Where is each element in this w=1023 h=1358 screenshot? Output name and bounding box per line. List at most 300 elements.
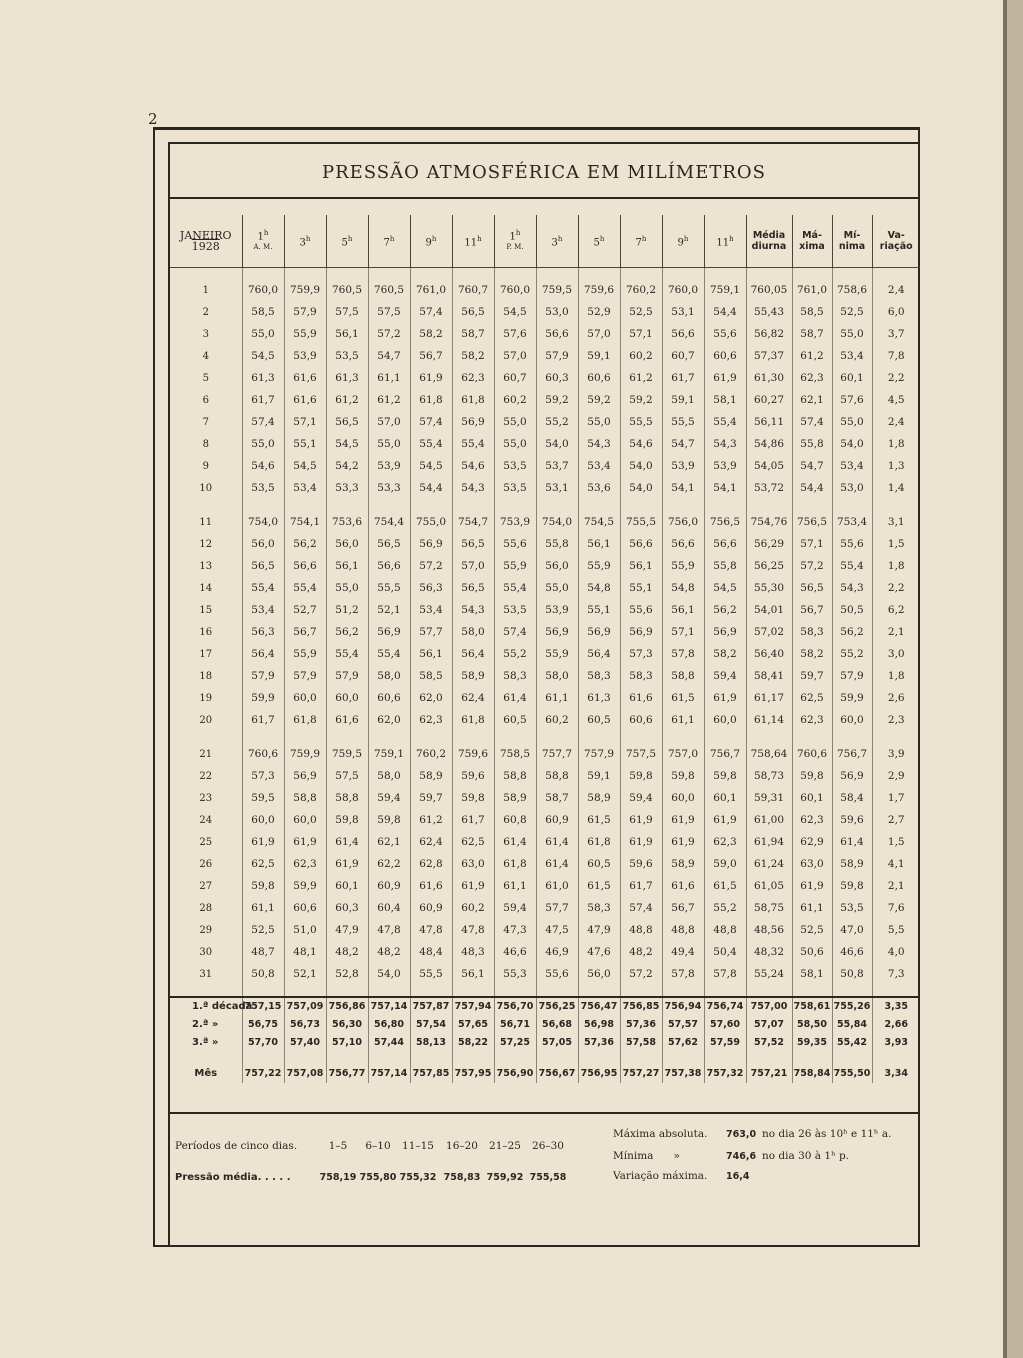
pressure-cell: 756,7: [704, 743, 746, 765]
pressure-cell: 50,5: [832, 599, 872, 621]
pressure-cell: 57,9: [832, 665, 872, 687]
pressure-cell: 54,5: [284, 455, 326, 477]
summary-cell: 59,35: [792, 1033, 832, 1051]
day-number: 17: [199, 648, 213, 660]
day-row: [170, 279, 920, 301]
pressure-cell: 1,8: [872, 555, 920, 577]
pressure-cell: 61,7: [620, 875, 662, 897]
hour-value: 1: [509, 231, 516, 243]
pressure-cell: 54,0: [536, 433, 578, 455]
pressure-cell: 60,1: [326, 875, 368, 897]
pressure-cell: 55,9: [284, 323, 326, 345]
summary-cell: 756,74: [704, 997, 746, 1015]
pressure-cell: 56,5: [452, 301, 494, 323]
summary-cell: 57,52: [746, 1033, 792, 1051]
pressure-cell: 61,6: [662, 875, 704, 897]
month-label: JANEIRO: [179, 228, 232, 242]
pressure-cell: 1,8: [872, 665, 920, 687]
pressure-cell: 60,2: [494, 389, 536, 411]
pressure-cell: 760,2: [620, 279, 662, 301]
summary-cell: 3,35: [872, 997, 920, 1015]
day-row: [170, 455, 920, 477]
pressure-cell: 62,3: [792, 367, 832, 389]
pressure-cell: 56,4: [578, 643, 620, 665]
pressure-cell: 758,64: [746, 743, 792, 765]
page-title: PRESSÃO ATMOSFÉRICA EM MILÍMETROS: [321, 162, 767, 183]
summary-cell: 757,00: [746, 997, 792, 1015]
pressure-cell: 61,2: [326, 389, 368, 411]
hour-header: [704, 215, 746, 267]
pressure-cell: 60,2: [536, 709, 578, 731]
pressure-cell: 61,7: [242, 709, 284, 731]
pressure-cell: 57,1: [792, 533, 832, 555]
pressure-cell: 5,5: [872, 919, 920, 941]
pressure-cell: 57,5: [368, 301, 410, 323]
day-row: [170, 787, 920, 809]
pressure-cell: 54,3: [452, 477, 494, 499]
pressure-cell: 61,9: [792, 875, 832, 897]
pressure-cell: 2,6: [872, 687, 920, 709]
pressure-cell: 3,1: [872, 511, 920, 533]
pressure-cell: 6,2: [872, 599, 920, 621]
day-number: 27: [199, 880, 213, 892]
pressure-cell: 56,29: [746, 533, 792, 555]
pressure-cell: 754,0: [242, 511, 284, 533]
pressure-cell: 61,5: [578, 809, 620, 831]
pressure-cell: 58,8: [536, 765, 578, 787]
spacer-cell: [746, 985, 792, 997]
pressure-cell: 61,1: [792, 897, 832, 919]
page-edge: [1003, 0, 1023, 1358]
pressure-cell: 56,1: [662, 599, 704, 621]
pressure-cell: 60,1: [792, 787, 832, 809]
pressure-cell: 60,6: [620, 709, 662, 731]
pressure-cell: 61,9: [662, 831, 704, 853]
summary-cell: 55,84: [832, 1015, 872, 1033]
pressure-cell: 55,9: [536, 643, 578, 665]
pressure-cell: 2,2: [872, 577, 920, 599]
day-number: 21: [199, 748, 213, 760]
day-number: 23: [199, 792, 213, 804]
hour-unit: h: [389, 234, 395, 243]
pressure-cell: 57,9: [284, 301, 326, 323]
summary-cell: 756,47: [578, 997, 620, 1015]
pressure-cell: 53,1: [662, 301, 704, 323]
pressure-cell: 52,5: [832, 301, 872, 323]
summary-cell: 757,08: [284, 1057, 326, 1083]
pressure-cell: 58,3: [494, 665, 536, 687]
pressure-cell: 60,8: [494, 809, 536, 831]
spacer-cell: [620, 499, 662, 511]
pressure-cell: 54,4: [792, 477, 832, 499]
pressure-cell: 55,0: [494, 433, 536, 455]
pressure-cell: 56,6: [662, 533, 704, 555]
pressure-cell: 57,9: [536, 345, 578, 367]
pressure-cell: 3,0: [872, 643, 920, 665]
hour-header: [284, 215, 326, 267]
summary-cell: 756,95: [578, 1057, 620, 1083]
month-summary-row: [170, 1057, 920, 1083]
pressure-cell: 58,7: [452, 323, 494, 345]
pressure-cell: 48,8: [704, 919, 746, 941]
day-row: [170, 411, 920, 433]
day-row: [170, 941, 920, 963]
pressure-cell: 58,2: [704, 643, 746, 665]
pressure-cell: 56,1: [620, 555, 662, 577]
day-row: [170, 345, 920, 367]
pressure-cell: 56,11: [746, 411, 792, 433]
day-row: [170, 367, 920, 389]
spacer-cell: [746, 499, 792, 511]
pressure-cell: 4,1: [872, 853, 920, 875]
pressure-cell: 57,7: [410, 621, 452, 643]
pressure-cell: 56,6: [704, 533, 746, 555]
pressure-cell: 54,5: [326, 433, 368, 455]
variation-header-line: riação: [879, 240, 913, 252]
pressure-cell: 60,7: [494, 367, 536, 389]
pressure-cell: 61,6: [620, 687, 662, 709]
day-row: [170, 643, 920, 665]
pressure-cell: 59,2: [620, 389, 662, 411]
summary-cell: 57,65: [452, 1015, 494, 1033]
pressure-cell: 7,6: [872, 897, 920, 919]
pressure-cell: 53,3: [368, 477, 410, 499]
pressure-cell: 61,9: [620, 831, 662, 853]
pressure-cell: 58,3: [578, 665, 620, 687]
spacer-cell: [872, 985, 920, 997]
mean-header-line: diurna: [751, 240, 787, 252]
pressure-cell: 57,4: [242, 411, 284, 433]
summary-cell: 756,94: [662, 997, 704, 1015]
pressure-cell: 48,3: [452, 941, 494, 963]
day-row: [170, 555, 920, 577]
hour-value: 1: [257, 231, 264, 243]
day-row: [170, 389, 920, 411]
summary-cell: 58,22: [452, 1033, 494, 1051]
pressure-cell: 58,9: [578, 787, 620, 809]
pressure-cell: 59,6: [832, 809, 872, 831]
hour-unit: h: [477, 234, 482, 243]
pressure-cell: 59,0: [704, 853, 746, 875]
pressure-cell: 61,6: [326, 709, 368, 731]
period-pressure: 755,58: [529, 1172, 567, 1183]
pressure-cell: 61,30: [746, 367, 792, 389]
spacer-cell: [704, 731, 746, 743]
pressure-cell: 61,6: [410, 875, 452, 897]
pressure-cell: 61,2: [792, 345, 832, 367]
pressure-cell: 61,1: [242, 897, 284, 919]
pressure-cell: 2,4: [872, 411, 920, 433]
pressure-cell: 759,1: [368, 743, 410, 765]
pressure-cell: 61,3: [578, 687, 620, 709]
hour-header: [242, 215, 284, 267]
pressure-cell: 54,5: [242, 345, 284, 367]
var-value: 16,4: [726, 1171, 750, 1182]
max-header-line: Má-: [802, 229, 822, 241]
pressure-cell: 760,05: [746, 279, 792, 301]
pressure-cell: 1,3: [872, 455, 920, 477]
pressure-cell: 55,1: [620, 577, 662, 599]
pressure-cell: 60,6: [368, 687, 410, 709]
header-row: [170, 215, 920, 267]
pressure-cell: 2,9: [872, 765, 920, 787]
hour-unit: h: [557, 234, 563, 243]
summary-cell: 57,60: [704, 1015, 746, 1033]
pressure-cell: 59,4: [368, 787, 410, 809]
page-number: 2: [148, 110, 158, 128]
pressure-cell: 47,3: [494, 919, 536, 941]
pressure-cell: 2,2: [872, 367, 920, 389]
pressure-cell: 4,5: [872, 389, 920, 411]
pressure-cell: 55,43: [746, 301, 792, 323]
spacer-cell: [792, 731, 832, 743]
pressure-cell: 61,8: [452, 709, 494, 731]
day-row: [170, 919, 920, 941]
pressure-cell: 57,1: [620, 323, 662, 345]
pressure-cell: 54,0: [368, 963, 410, 985]
pressure-cell: 55,30: [746, 577, 792, 599]
pressure-cell: 47,8: [368, 919, 410, 941]
pressure-cell: 61,2: [620, 367, 662, 389]
period-range: 11–15: [402, 1140, 434, 1152]
pressure-cell: 48,1: [284, 941, 326, 963]
hour-unit: h: [263, 229, 269, 238]
hour-unit: h: [599, 234, 605, 243]
spacer-cell: [368, 731, 410, 743]
day-row: [170, 875, 920, 897]
pressure-cell: 48,32: [746, 941, 792, 963]
pressure-cell: 62,5: [452, 831, 494, 853]
pressure-cell: 755,0: [410, 511, 452, 533]
period-pressure: 758,19: [319, 1172, 357, 1183]
pressure-cell: 59,8: [368, 809, 410, 831]
summary-cell: 757,94: [452, 997, 494, 1015]
pressure-cell: 47,9: [326, 919, 368, 941]
day-row: [170, 963, 920, 985]
pressure-cell: 55,4: [284, 577, 326, 599]
pressure-cell: 58,2: [792, 643, 832, 665]
day-row: [170, 477, 920, 499]
pressure-cell: 61,9: [410, 367, 452, 389]
hour-unit: h: [683, 234, 689, 243]
day-number: 6: [202, 394, 209, 406]
summary-cell: 57,07: [746, 1015, 792, 1033]
pressure-cell: 55,8: [792, 433, 832, 455]
pressure-cell: 56,9: [620, 621, 662, 643]
pressure-cell: 60,0: [242, 809, 284, 831]
pressure-cell: 54,2: [326, 455, 368, 477]
spacer-row: [170, 985, 920, 997]
pressure-cell: 54,5: [704, 577, 746, 599]
pressure-cell: 56,1: [326, 323, 368, 345]
pressure-cell: 56,40: [746, 643, 792, 665]
pressure-cell: 54,8: [578, 577, 620, 599]
pressure-cell: 58,0: [536, 665, 578, 687]
pressure-cell: 62,1: [792, 389, 832, 411]
pressure-cell: 753,4: [832, 511, 872, 533]
summary-cell: 57,40: [284, 1033, 326, 1051]
pressure-cell: 760,0: [494, 279, 536, 301]
pressure-cell: 59,8: [242, 875, 284, 897]
pressure-cell: 60,3: [326, 897, 368, 919]
pressure-cell: 4,0: [872, 941, 920, 963]
pressure-cell: 47,5: [536, 919, 578, 941]
pressure-cell: 57,4: [494, 621, 536, 643]
pressure-cell: 57,1: [284, 411, 326, 433]
pressure-cell: 48,7: [242, 941, 284, 963]
pressure-cell: 55,5: [662, 411, 704, 433]
day-number: 1: [202, 284, 209, 296]
summary-cell: 56,75: [242, 1015, 284, 1033]
day-row: [170, 323, 920, 345]
pressure-cell: 56,5: [452, 577, 494, 599]
pressure-cell: 61,6: [284, 367, 326, 389]
mean-header: [746, 215, 792, 267]
spacer-cell: [662, 731, 704, 743]
pressure-cell: 61,4: [326, 831, 368, 853]
pressure-cell: 58,9: [410, 765, 452, 787]
pressure-cell: 53,5: [832, 897, 872, 919]
pressure-label: Pressão média. . . . .: [175, 1172, 291, 1183]
pressure-cell: 56,1: [452, 963, 494, 985]
pressure-cell: 60,0: [284, 687, 326, 709]
pressure-cell: 61,17: [746, 687, 792, 709]
spacer-cell: [536, 499, 578, 511]
pressure-cell: 46,9: [536, 941, 578, 963]
pressure-cell: 61,6: [284, 389, 326, 411]
day-row: [170, 665, 920, 687]
pressure-cell: 52,5: [620, 301, 662, 323]
pressure-cell: 59,8: [832, 875, 872, 897]
summary-cell: 758,84: [792, 1057, 832, 1083]
pressure-cell: 47,6: [578, 941, 620, 963]
spacer-cell: [170, 985, 242, 997]
day-row: [170, 687, 920, 709]
pressure-cell: 58,7: [792, 323, 832, 345]
pressure-cell: 50,8: [832, 963, 872, 985]
pressure-cell: 55,4: [326, 643, 368, 665]
spacer-cell: [170, 499, 242, 511]
pressure-cell: 62,1: [368, 831, 410, 853]
summary-cell: 757,87: [410, 997, 452, 1015]
pressure-cell: 58,41: [746, 665, 792, 687]
hour-unit: h: [347, 234, 353, 243]
summary-cell: 57,62: [662, 1033, 704, 1051]
var-label: Variação máxima.: [613, 1170, 708, 1182]
period-pressure: 758,83: [443, 1172, 481, 1183]
summary-cell: 56,71: [494, 1015, 536, 1033]
pressure-cell: 53,6: [578, 477, 620, 499]
pressure-cell: 60,1: [704, 787, 746, 809]
min-header: [832, 215, 872, 267]
pressure-cell: 59,8: [704, 765, 746, 787]
pressure-cell: 57,0: [368, 411, 410, 433]
spacer-cell: [368, 267, 410, 279]
variation-header-line: Va-: [887, 229, 905, 241]
mean-header-line: Média: [752, 229, 786, 241]
pressure-cell: 757,0: [662, 743, 704, 765]
pressure-cell: 56,2: [326, 621, 368, 643]
pressure-cell: 59,8: [452, 787, 494, 809]
pressure-cell: 759,5: [536, 279, 578, 301]
summary-cell: 58,50: [792, 1015, 832, 1033]
pressure-cell: 7,8: [872, 345, 920, 367]
pressure-cell: 58,9: [494, 787, 536, 809]
spacer-cell: [494, 985, 536, 997]
hour-value: 3: [551, 236, 558, 248]
pressure-cell: 56,2: [704, 599, 746, 621]
pressure-cell: 57,6: [494, 323, 536, 345]
pressure-cell: 55,4: [494, 577, 536, 599]
pressure-cell: 53,4: [284, 477, 326, 499]
pressure-cell: 61,05: [746, 875, 792, 897]
period-range: 26–30: [532, 1140, 564, 1152]
pressure-cell: 756,7: [832, 743, 872, 765]
summary-cell: 757,38: [662, 1057, 704, 1083]
pressure-cell: 62,0: [368, 709, 410, 731]
hour-value: 11: [464, 236, 478, 248]
pressure-cell: 59,4: [620, 787, 662, 809]
pressure-cell: 61,8: [494, 853, 536, 875]
pressure-cell: 54,1: [704, 477, 746, 499]
spacer-cell: [620, 731, 662, 743]
pressure-cell: 760,2: [410, 743, 452, 765]
pressure-cell: 51,0: [284, 919, 326, 941]
pressure-cell: 55,3: [494, 963, 536, 985]
pressure-cell: 757,7: [536, 743, 578, 765]
pressure-cell: 54,01: [746, 599, 792, 621]
summary-cell: 57,58: [620, 1033, 662, 1051]
pressure-cell: 53,0: [832, 477, 872, 499]
hour-header: [494, 215, 536, 267]
pressure-cell: 56,2: [832, 621, 872, 643]
pressure-cell: 60,0: [284, 809, 326, 831]
pressure-cell: 56,1: [326, 555, 368, 577]
spacer-cell: [452, 985, 494, 997]
spacer-cell: [368, 499, 410, 511]
pressure-cell: 59,8: [662, 765, 704, 787]
pressure-cell: 59,4: [494, 897, 536, 919]
pressure-cell: 58,8: [326, 787, 368, 809]
day-row: [170, 577, 920, 599]
pressure-cell: 59,7: [410, 787, 452, 809]
pressure-cell: 1,4: [872, 477, 920, 499]
spacer-cell: [452, 731, 494, 743]
min-label: Mínima »: [613, 1150, 680, 1162]
pressure-cell: 56,9: [284, 765, 326, 787]
pressure-cell: 63,0: [452, 853, 494, 875]
day-number: 4: [202, 350, 209, 362]
max-desc: no dia 26 às 10ʰ e 11ʰ a.: [762, 1128, 892, 1140]
pressure-cell: 59,31: [746, 787, 792, 809]
hour-unit: h: [305, 234, 311, 243]
summary-cell: 57,44: [368, 1033, 410, 1051]
pressure-cell: 755,5: [620, 511, 662, 533]
pressure-cell: 3,9: [872, 743, 920, 765]
pressure-cell: 55,0: [242, 323, 284, 345]
spacer-cell: [494, 731, 536, 743]
pressure-cell: 56,0: [536, 555, 578, 577]
pressure-cell: 52,1: [368, 599, 410, 621]
pressure-cell: 54,86: [746, 433, 792, 455]
pressure-cell: 2,3: [872, 709, 920, 731]
day-number: 14: [199, 582, 213, 594]
pressure-cell: 50,6: [792, 941, 832, 963]
spacer-cell: [620, 985, 662, 997]
pressure-cell: 58,8: [662, 665, 704, 687]
spacer-cell: [832, 985, 872, 997]
spacer-cell: [170, 267, 242, 279]
